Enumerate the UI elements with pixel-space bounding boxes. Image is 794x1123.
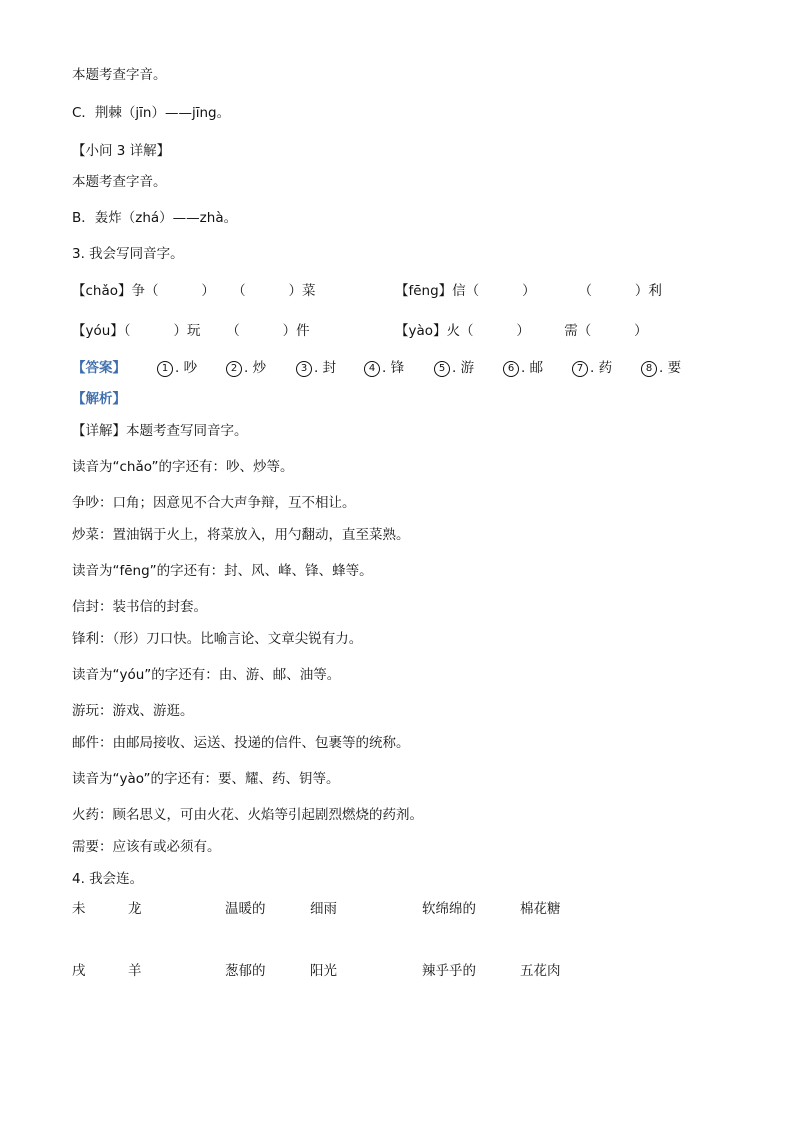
- circled-number: 8: [641, 361, 657, 377]
- match-item: 戌: [72, 963, 86, 979]
- circled-number: 3: [296, 361, 312, 377]
- circled-number: 1: [157, 361, 173, 377]
- analysis-line: 读音为“chǎo”的字还有：吵、炒等。: [72, 459, 294, 475]
- answer-item-1: [157, 359, 197, 377]
- answer-item-7: [572, 359, 612, 377]
- answer-item-5: [434, 359, 474, 377]
- text-line: B．轰炸（zhá）——zhà。: [72, 210, 238, 226]
- analysis-line: 游玩：游戏、游逛。: [72, 703, 194, 719]
- match-item: 细雨: [310, 901, 337, 917]
- answer-text: . 炒: [244, 360, 267, 376]
- match-item: 阳光: [310, 963, 337, 979]
- answer-text: . 锋: [382, 360, 405, 376]
- answer-text: . 要: [659, 360, 682, 376]
- analysis-line: 读音为“yào”的字还有：要、耀、药、钥等。: [72, 771, 340, 787]
- analysis-line: 锋利：（形）刀口快。比喻言论、文章尖锐有力。: [72, 631, 363, 647]
- circled-number: 6: [503, 361, 519, 377]
- analysis-line: 【详解】本题考查写同音字。: [72, 423, 248, 439]
- analysis-line: 读音为“fēng”的字还有：封、风、峰、锋、蜂等。: [72, 563, 373, 579]
- match-item: 葱郁的: [225, 963, 266, 979]
- match-item: 五花肉: [520, 963, 561, 979]
- circled-number: 4: [364, 361, 380, 377]
- answer-text: . 吵: [175, 360, 198, 376]
- q3-row1-left: 【chǎo】争（ ） （ ）菜: [72, 283, 316, 299]
- text-line: C．荆棘（jīn）——jīng。: [72, 105, 231, 121]
- q3-row2-right: 【yào】火（ ） 需（ ）: [395, 323, 648, 339]
- analysis-line: 读音为“yóu”的字还有：由、游、邮、油等。: [72, 667, 341, 683]
- analysis-label: 【解析】: [72, 391, 126, 407]
- answer-item-4: [364, 359, 404, 377]
- match-item: 棉花糖: [520, 901, 561, 917]
- answer-label: 【答案】: [72, 360, 126, 376]
- analysis-line: 炒菜：置油锅于火上，将菜放入，用勺翻动，直至菜熟。: [72, 527, 410, 543]
- analysis-line: 火药：顾名思义，可由火花、火焰等引起剧烈燃烧的药剂。: [72, 807, 423, 823]
- answer-item-8: [641, 359, 681, 377]
- answer-item-2: [226, 359, 266, 377]
- answer-item-3: [296, 359, 336, 377]
- text-line: 本题考查字音。: [72, 174, 167, 190]
- text-line: 本题考查字音。: [72, 67, 167, 83]
- answer-text: . 游: [452, 360, 475, 376]
- analysis-line: 争吵：口角；因意见不合大声争辩，互不相让。: [72, 495, 356, 511]
- q3-row2-left: 【yóu】（ ）玩 （ ）件: [72, 323, 310, 339]
- analysis-line: 信封：装书信的封套。: [72, 599, 207, 615]
- q3-row1-right: 【fēng】信（ ） （ ）利: [395, 283, 662, 299]
- answer-text: . 邮: [521, 360, 544, 376]
- match-item: 龙: [128, 901, 142, 917]
- answer-text: . 封: [314, 360, 337, 376]
- answer-item-6: [503, 359, 543, 377]
- circled-number: 5: [434, 361, 450, 377]
- analysis-line: 邮件：由邮局接收、运送、投递的信件、包裹等的统称。: [72, 735, 410, 751]
- answer-text: . 药: [590, 360, 613, 376]
- circled-number: 7: [572, 361, 588, 377]
- match-item: 辣乎乎的: [422, 963, 476, 979]
- analysis-line: 需要：应该有或必须有。: [72, 839, 221, 855]
- circled-number: 2: [226, 361, 242, 377]
- question-title: 4. 我会连。: [72, 871, 144, 887]
- match-item: 软绵绵的: [422, 901, 476, 917]
- subquestion-heading: 【小问 3 详解】: [72, 143, 171, 159]
- match-item: 羊: [128, 963, 142, 979]
- match-item: 未: [72, 901, 86, 917]
- match-item: 温暖的: [225, 901, 266, 917]
- question-title: 3. 我会写同音字。: [72, 246, 184, 262]
